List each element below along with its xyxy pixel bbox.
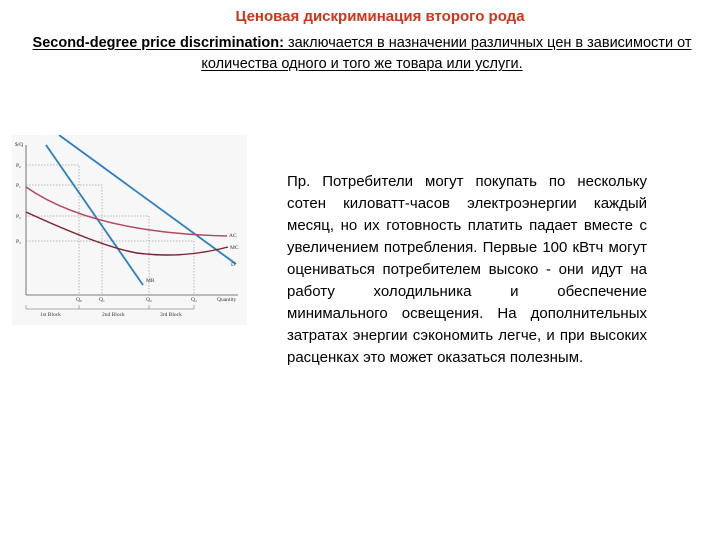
- price-label-p2: P₂: [16, 214, 21, 220]
- mc-label: MC: [230, 245, 239, 251]
- price-label-p3: P₃: [16, 239, 21, 245]
- x-axis-label: Quantity: [217, 297, 237, 303]
- block-label-1: 1st Block: [40, 312, 61, 318]
- definition-text: заключается в назначении различных цен в зависимости от количества одного и того же товара или услуги.: [201, 35, 692, 72]
- price-label-p1: P₁: [16, 183, 21, 189]
- quantity-label-q3: Q₃: [191, 297, 197, 303]
- quantity-label-q2: Q₂: [146, 297, 152, 303]
- example-paragraph: Пр. Потребители могут покупать по нескольку сотен киловатт-часов электроэнергии каждый месяц, но их готовность платить падает вместе с увеличением потребления. Первые 100 кВтч могут оцениваться потребителем высоко - они идут на работу холодильника и обеспечение минимального освещения. На дополнительных затратах энергии сэкономить легче, и при высоких расценках это может оказаться полезным.: [287, 173, 647, 366]
- quantity-label-q0: Q₀: [76, 297, 82, 303]
- ac-label: AC: [229, 233, 237, 239]
- definition: [14, 33, 710, 75]
- slide-title: Ценовая дискриминация второго рода: [235, 8, 525, 25]
- definition-term: Second-degree price discrimination:: [32, 35, 284, 51]
- y-axis-label: $/Q: [15, 142, 24, 148]
- price-discrimination-graph: [12, 135, 247, 325]
- d-label: D: [231, 262, 235, 268]
- block-label-3: 3rd Block: [160, 312, 182, 318]
- block-label-2: 2nd Block: [102, 312, 125, 318]
- quantity-label-q1: Q₁: [99, 297, 105, 303]
- mr-label: MR: [146, 278, 155, 284]
- price-label-p0: P₀: [16, 163, 21, 169]
